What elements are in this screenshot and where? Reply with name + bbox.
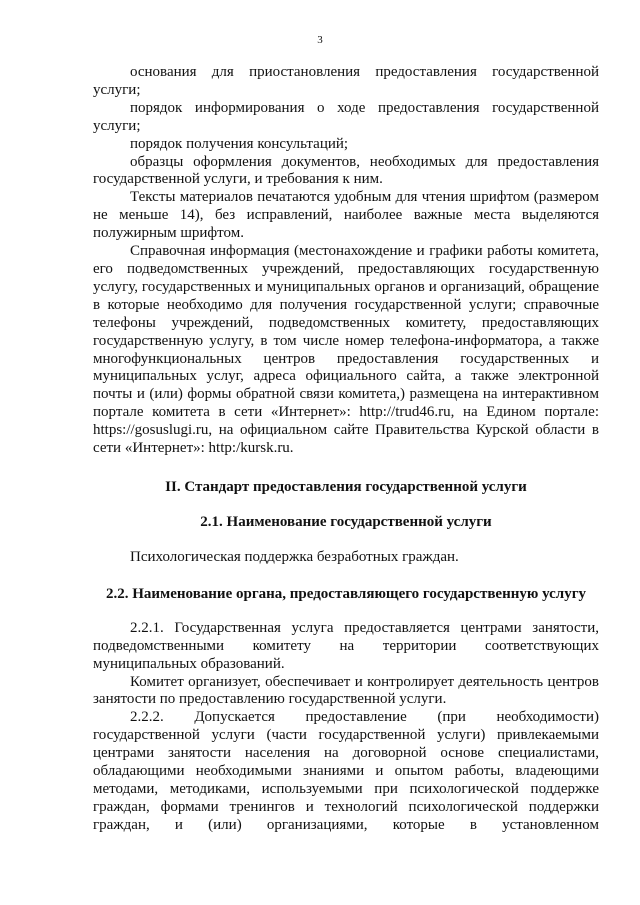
subsection-title-2-2: 2.2. Наименование органа, предоставляющего государственную услугу — [105, 585, 587, 602]
paragraph: 2.2.1. Государственная услуга предоставляется центрами занятости, подведомственными комитету на территории соответствующих муниципальных образований. — [93, 619, 599, 672]
paragraph: 2.2.2. Допускается предоставление (при необходимости) государственной услуги (части государственной услуги) привлекаемыми центрами занятости населения на договорной основе специалистами, обладающими необходимыми знаниями и опытом работы, владеющими методами, методиками, используемыми при психологической поддержке граждан, формами тренингов и технологий психологической поддержки граждан, и (или) организациями, которые в установленном — [93, 709, 599, 833]
paragraph: Психологическая поддержка безработных граждан. — [130, 548, 459, 565]
page-number: 3 — [317, 34, 323, 46]
paragraph: порядок информирования о ходе предоставления государственной услуги; — [93, 99, 599, 134]
paragraph: порядок получения консультаций; — [130, 135, 349, 152]
subsection-title-2-1: 2.1. Наименование государственной услуги — [200, 513, 492, 530]
section-title: II. Стандарт предоставления государственной услуги — [165, 478, 527, 495]
paragraph: Тексты материалов печатаются удобным для чтения шрифтом (размером не меньше 14), без исправлений, наиболее важные места выделяются полужирным шрифтом. — [93, 189, 599, 242]
document-body — [93, 64, 599, 835]
paragraph: Комитет организует, обеспечивает и контролирует деятельность центров занятости по предоставлению государственной услуги. — [93, 673, 599, 708]
paragraph: образцы оформления документов, необходимых для предоставления государственной услуги, и требования к ним. — [93, 153, 599, 188]
paragraph: Справочная информация (местонахождение и графики работы комитета, его подведомственных учреждений, предоставляющих государственную услугу, государственных и муниципальных органов и организаций, обращение в которые необходимо для получения государственной услуги; справочные телефоны учреждений, подведомственных комитету, предоставляющих государственную услугу, в том числе номер телефона-информатора, а также многофункциональных центров предоставления государственных и муниципальных услуг, адреса официального сайта, а также электронной почты и (или) формы обратной связи комитета,) размещена на интерактивном портале комитета в сети «Интернет»: http://trud46.ru, на Едином портале: https://gosuslugi.ru, на официальном сайте Правительства Курской области в сети «Интернет»: http:/kursk.ru. — [93, 243, 599, 457]
paragraph: основания для приостановления предоставления государственной услуги; — [93, 64, 599, 98]
